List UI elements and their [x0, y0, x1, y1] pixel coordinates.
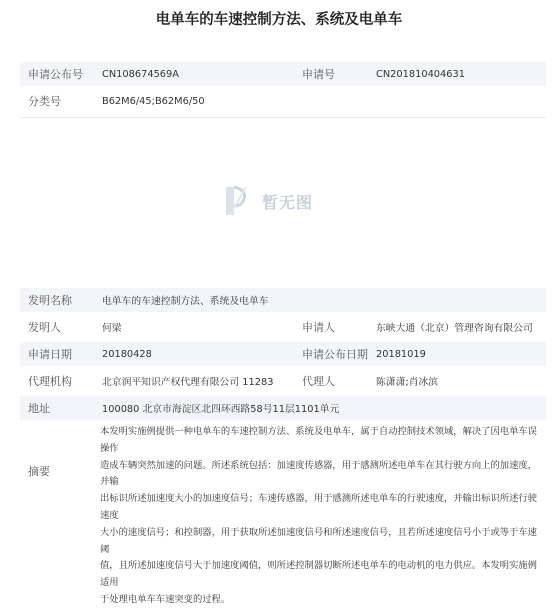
row-publication — [20, 62, 546, 86]
name-value: 电单车的车速控制方法、系统及电单车 — [102, 296, 269, 307]
row-agency — [20, 369, 546, 393]
abstract-line: 出标识所述加速度大小的加速度信号；车速传感器，用于感测所述电单车的行驶速度，并输出标识所述行驶速度 — [100, 493, 537, 521]
class-value: B62M6/45;B62M6/50 — [102, 95, 205, 107]
name-label: 发明名称 — [28, 294, 72, 307]
pub-date-label: 申请公布日期 — [302, 348, 368, 361]
image-placeholder — [220, 178, 350, 224]
abstract-line: 本发明实施例提供一种电单车的车速控制方法、系统及电单车，属于自动控制技术领域，解决了因电单车误操作 — [100, 426, 537, 454]
pub-date-value: 20181019 — [376, 348, 426, 360]
app-date-label: 申请日期 — [28, 348, 72, 361]
agency-value: 北京润平知识产权代理有限公司 11283 — [102, 377, 274, 388]
inventor-label: 发明人 — [28, 321, 61, 334]
applicant-value: 东峡大通（北京）管理咨询有限公司 — [376, 323, 533, 334]
app-no-value: CN201810404631 — [376, 68, 465, 80]
app-no-label: 申请号 — [302, 68, 335, 81]
no-image-icon — [220, 181, 254, 221]
page-title: 电单车的车速控制方法、系统及电单车 — [155, 12, 403, 28]
row-inventor — [20, 315, 546, 339]
placeholder-text: 暂无图 — [262, 192, 314, 212]
divider — [20, 117, 546, 118]
abstract-line: 值，且所述加速度信号大于加速度阈值，则所述控制器切断所述电单车的电动机的电力供应。本发明实施例适用 — [100, 560, 537, 589]
row-class — [20, 89, 546, 113]
address-value: 100080 北京市海淀区北四环西路58号11层1101单元 — [102, 404, 340, 415]
address-label: 地址 — [28, 402, 50, 415]
pub-no-label: 申请公布号 — [28, 68, 83, 81]
abstract-text — [100, 424, 546, 609]
abstract-line: 造成车辆突然加速的问题。所述系统包括：加速度传感器，用于感测所述电单车在其行驶方向上的加速度，并输 — [100, 459, 537, 488]
applicant-label: 申请人 — [302, 321, 335, 334]
row-address — [20, 396, 546, 420]
row-dates — [20, 342, 546, 366]
agent-value: 陈潇潇;肖冰滨 — [376, 377, 439, 388]
abstract-line: 大小的速度信号；和控制器，用于获取所述加速度信号和所述速度信号，且若所述速度信号小于或等于车速阈 — [100, 526, 537, 555]
app-date-value: 20180428 — [102, 348, 152, 360]
class-label: 分类号 — [28, 95, 61, 108]
row-name — [20, 288, 546, 312]
abstract-label: 摘要 — [28, 464, 50, 478]
agent-label: 代理人 — [302, 375, 335, 388]
pub-no-value: CN108674569A — [102, 68, 179, 80]
inventor-value: 何梁 — [102, 323, 122, 334]
abstract-line: 于处理电单车车速突变的过程。 — [100, 593, 231, 605]
agency-label: 代理机构 — [28, 375, 72, 388]
